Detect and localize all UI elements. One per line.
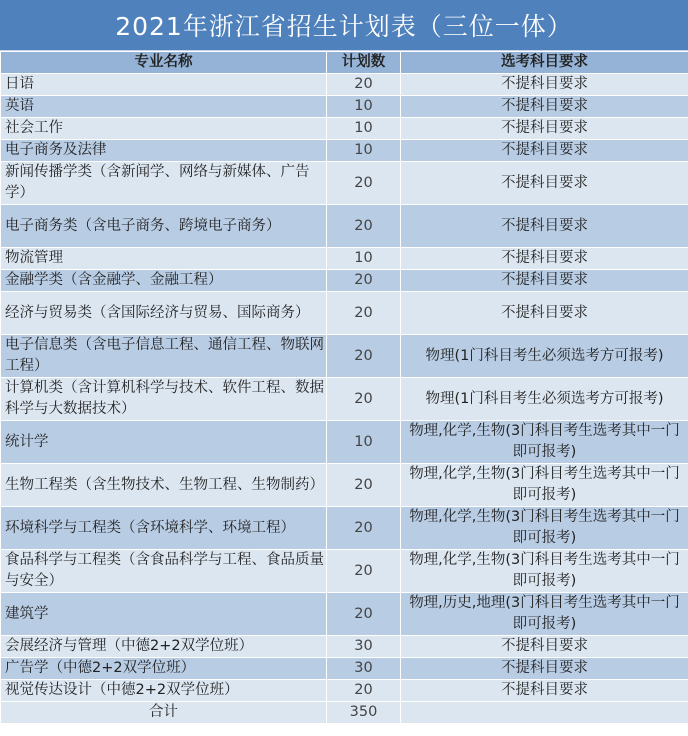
plan-cell: 20: [327, 378, 401, 421]
table-row: [1, 464, 688, 507]
table-row: [1, 96, 688, 118]
requirement-cell: 不提科目要求: [401, 270, 688, 292]
major-cell: 会展经济与管理（中德2+2双学位班）: [1, 636, 327, 658]
plan-cell: 20: [327, 550, 401, 593]
requirement-cell: 物理(1门科目考生必须选考方可报考): [401, 378, 688, 421]
requirement-cell: 不提科目要求: [401, 140, 688, 162]
table-row: [1, 421, 688, 464]
requirement-cell: 不提科目要求: [401, 680, 688, 702]
requirement-cell: 不提科目要求: [401, 205, 688, 248]
table-row: [1, 292, 688, 335]
table-row: [1, 335, 688, 378]
plan-cell: 20: [327, 270, 401, 292]
major-cell: 生物工程类（含生物技术、生物工程、生物制药）: [1, 464, 327, 507]
requirement-cell: 不提科目要求: [401, 96, 688, 118]
header-requirement: 选考科目要求: [401, 52, 688, 74]
header-row: [1, 52, 688, 74]
table-row: [1, 658, 688, 680]
plan-cell: 10: [327, 118, 401, 140]
major-cell: 环境科学与工程类（含环境科学、环境工程）: [1, 507, 327, 550]
major-cell: 金融学类（含金融学、金融工程）: [1, 270, 327, 292]
table-row: [1, 140, 688, 162]
table-row: [1, 507, 688, 550]
plan-cell: 20: [327, 74, 401, 96]
major-cell: 建筑学: [1, 593, 327, 636]
table-row: [1, 593, 688, 636]
requirement-cell: 不提科目要求: [401, 658, 688, 680]
total-requirement: [401, 702, 688, 724]
major-cell: 广告学（中德2+2双学位班）: [1, 658, 327, 680]
header-major: 专业名称: [1, 52, 327, 74]
major-cell: 日语: [1, 74, 327, 96]
requirement-cell: 物理,化学,生物(3门科目考生选考其中一门即可报考): [401, 464, 688, 507]
plan-cell: 20: [327, 464, 401, 507]
requirement-cell: 不提科目要求: [401, 162, 688, 205]
requirement-cell: 不提科目要求: [401, 248, 688, 270]
enrollment-table: [0, 51, 688, 724]
plan-cell: 20: [327, 162, 401, 205]
total-value: 350: [327, 702, 401, 724]
requirement-cell: 物理(1门科目考生必须选考方可报考): [401, 335, 688, 378]
major-cell: 计算机类（含计算机科学与技术、软件工程、数据科学与大数据技术）: [1, 378, 327, 421]
plan-cell: 10: [327, 96, 401, 118]
plan-cell: 20: [327, 335, 401, 378]
major-cell: 电子商务及法律: [1, 140, 327, 162]
table-row: [1, 550, 688, 593]
requirement-cell: 物理,化学,生物(3门科目考生选考其中一门即可报考): [401, 550, 688, 593]
table-body: [1, 74, 688, 702]
major-cell: 食品科学与工程类（含食品科学与工程、食品质量与安全）: [1, 550, 327, 593]
table-row: [1, 378, 688, 421]
major-cell: 电子信息类（含电子信息工程、通信工程、物联网工程）: [1, 335, 327, 378]
table-row: [1, 205, 688, 248]
table-title: 2021年浙江省招生计划表（三位一体）: [0, 0, 688, 51]
requirement-cell: 物理,历史,地理(3门科目考生选考其中一门即可报考): [401, 593, 688, 636]
requirement-cell: 不提科目要求: [401, 292, 688, 335]
total-row: [1, 702, 688, 724]
plan-cell: 20: [327, 292, 401, 335]
major-cell: 英语: [1, 96, 327, 118]
plan-cell: 10: [327, 248, 401, 270]
plan-cell: 10: [327, 421, 401, 464]
total-label: 合计: [1, 702, 327, 724]
requirement-cell: 物理,化学,生物(3门科目考生选考其中一门即可报考): [401, 507, 688, 550]
table-row: [1, 248, 688, 270]
plan-cell: 20: [327, 507, 401, 550]
table-row: [1, 74, 688, 96]
requirement-cell: 物理,化学,生物(3门科目考生选考其中一门即可报考): [401, 421, 688, 464]
major-cell: 物流管理: [1, 248, 327, 270]
plan-cell: 10: [327, 140, 401, 162]
requirement-cell: 不提科目要求: [401, 118, 688, 140]
major-cell: 视觉传达设计（中德2+2双学位班）: [1, 680, 327, 702]
plan-cell: 20: [327, 205, 401, 248]
header-plan: 计划数: [327, 52, 401, 74]
major-cell: 新闻传播学类（含新闻学、网络与新媒体、广告学）: [1, 162, 327, 205]
table-row: [1, 636, 688, 658]
table-row: [1, 680, 688, 702]
plan-cell: 20: [327, 593, 401, 636]
table-row: [1, 118, 688, 140]
requirement-cell: 不提科目要求: [401, 74, 688, 96]
major-cell: 统计学: [1, 421, 327, 464]
major-cell: 经济与贸易类（含国际经济与贸易、国际商务）: [1, 292, 327, 335]
plan-cell: 30: [327, 658, 401, 680]
table-row: [1, 270, 688, 292]
plan-cell: 30: [327, 636, 401, 658]
requirement-cell: 不提科目要求: [401, 636, 688, 658]
major-cell: 社会工作: [1, 118, 327, 140]
plan-cell: 20: [327, 680, 401, 702]
major-cell: 电子商务类（含电子商务、跨境电子商务）: [1, 205, 327, 248]
table-row: [1, 162, 688, 205]
